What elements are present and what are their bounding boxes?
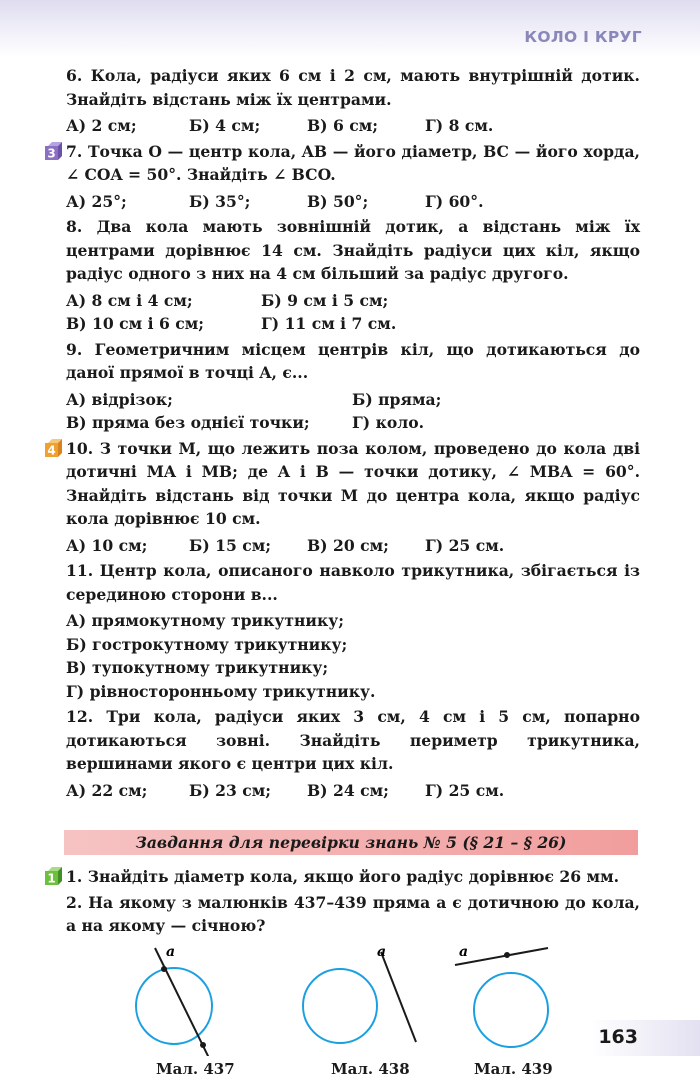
assessment-banner: Завдання для перевірки знань № 5 (§ 21 – § 26) xyxy=(64,830,638,855)
problem-6 xyxy=(66,64,640,138)
problem-11 xyxy=(66,559,640,703)
answer-b: Б) 15 см; xyxy=(189,535,272,555)
line-label-a: a xyxy=(377,943,387,960)
answer-c: В) 10 см і 6 см; xyxy=(66,314,205,333)
answer-c: В) 50°; xyxy=(307,191,369,211)
problem-10 xyxy=(47,437,640,558)
answer-a: А) відрізок; xyxy=(66,389,173,409)
answer-d: Г) 8 см. xyxy=(425,116,494,135)
answer-a: А) 2 см; xyxy=(66,116,137,135)
figures-row xyxy=(66,944,640,1084)
task-number: 2. xyxy=(66,892,83,912)
problem-number: 7. xyxy=(66,141,83,161)
answer-b: Б) 35°; xyxy=(189,191,251,211)
answer-b: Б) 9 см і 5 см; xyxy=(261,290,389,310)
answer-a: А) 8 см і 4 см; xyxy=(66,290,193,310)
caption-437: Мал. 437 xyxy=(156,1059,235,1078)
answer-options xyxy=(66,779,640,803)
circle-438 xyxy=(303,969,377,1043)
answer-b: Б) 4 см; xyxy=(189,116,261,135)
caption-438: Мал. 438 xyxy=(331,1059,410,1078)
problem-9 xyxy=(66,338,640,435)
answer-options xyxy=(66,388,640,435)
task-number: 1. xyxy=(66,867,83,886)
answer-a: А) 25°; xyxy=(66,191,127,211)
answer-c: В) пряма без однієї точки; xyxy=(66,413,310,432)
level-3-cube-icon xyxy=(44,141,64,161)
problem-number: 12. xyxy=(66,707,94,726)
problem-number: 9. xyxy=(66,339,83,359)
svg-text:1: 1 xyxy=(47,871,56,886)
problem-number: 6. xyxy=(66,66,83,85)
svg-text:3: 3 xyxy=(47,146,56,160)
answer-options xyxy=(66,289,640,336)
answer-c: В) 6 см; xyxy=(307,116,379,135)
line-a-437 xyxy=(155,948,209,1056)
problem-12 xyxy=(66,705,640,802)
caption-439: Мал. 439 xyxy=(474,1059,553,1078)
problem-number: 10. xyxy=(66,438,94,458)
problem-text: Два кола мають зовнішній дотик, а відстань між їх центрами дорівнює 14 см. Знайдіть радіуси цих кіл, якщо радіус одного з них на 4 см більший за радіус другого. xyxy=(66,217,641,283)
answer-options xyxy=(66,534,640,558)
assessment-task-2 xyxy=(66,891,640,938)
answer-a: А) 22 см; xyxy=(66,780,148,800)
answer-d: Г) рівносторонньому трикутнику. xyxy=(66,681,376,701)
problem-number: 11. xyxy=(66,561,94,580)
page-number: 163 xyxy=(598,1026,638,1048)
problem-text: Геометричним місцем центрів кіл, що дотикаються до даної прямої в точці A, є... xyxy=(66,339,640,382)
answer-d: Г) коло. xyxy=(352,413,425,432)
line-a-439 xyxy=(455,948,548,965)
answer-c: В) тупокутному трикутнику; xyxy=(66,658,329,677)
svg-text:4: 4 xyxy=(47,443,56,457)
tangent-point xyxy=(504,952,510,958)
line-label-a: a xyxy=(459,943,469,960)
answer-a: А) 10 см; xyxy=(66,535,148,555)
problem-number: 8. xyxy=(66,217,83,236)
figure-438 xyxy=(303,944,416,1043)
problem-text: Кола, радіуси яких 6 см і 2 см, мають внутрішній дотик. Знайдіть відстань між їх центрами. xyxy=(66,66,640,109)
problem-text: Три кола, радіуси яких 3 см, 4 см і 5 см, попарно дотикаються зовні. Знайдіть периметр трикутника, вершинами якого є центри цих кіл. xyxy=(66,707,641,773)
answer-d: Г) 11 см і 7 см. xyxy=(261,314,397,333)
level-4-cube-icon xyxy=(44,438,64,458)
answer-c: В) 24 см; xyxy=(307,780,389,800)
section-title: КОЛО І КРУГ xyxy=(524,28,642,46)
line-label-a: a xyxy=(166,943,176,960)
figures-drawing xyxy=(66,944,640,1056)
circle-439 xyxy=(474,973,548,1047)
figure-439 xyxy=(455,944,548,1047)
content xyxy=(47,64,641,1084)
level-1-cube-icon xyxy=(44,866,64,886)
answer-options xyxy=(66,609,640,703)
intersection-point xyxy=(200,1042,206,1048)
problem-text: Центр кола, описаного навколо трикутника, збігається із серединою сторони в... xyxy=(66,561,640,604)
intersection-point xyxy=(161,966,167,972)
problem-8 xyxy=(66,215,640,336)
task-text: Знайдіть діаметр кола, якщо його радіус дорівнює 26 мм. xyxy=(87,867,620,886)
problem-7 xyxy=(47,140,640,214)
answer-options xyxy=(66,114,640,138)
answer-d: Г) 25 см. xyxy=(425,780,505,800)
figure-437 xyxy=(136,944,212,1056)
problem-text: Точка O — центр кола, AB — його діаметр, BC — його хорда, ∠ COA = 50°. Знайдіть ∠ BCO. xyxy=(66,141,640,184)
answer-c: В) 20 см; xyxy=(307,535,389,555)
answer-b: Б) гострокутному трикутнику; xyxy=(66,634,348,654)
answer-options xyxy=(66,190,640,214)
answer-d: Г) 25 см. xyxy=(425,535,505,555)
answer-d: Г) 60°. xyxy=(425,191,484,211)
line-a-438 xyxy=(381,952,416,1042)
assessment-task-1 xyxy=(47,865,640,889)
answer-b: Б) 23 см; xyxy=(189,780,272,800)
task-text: На якому з малюнків 437–439 пряма a є дотичною до кола, а на якому — січною? xyxy=(66,892,640,935)
problem-text: З точки M, що лежить поза колом, проведено до кола дві дотичні MA і MB; де A і B — точки дотику, ∠ MBA = 60°. Знайдіть відстань від точки M до центра кола, якщо радіус кола дорівнює 10 см. xyxy=(66,438,640,528)
answer-a: А) прямокутному трикутнику; xyxy=(66,611,344,630)
answer-b: Б) пряма; xyxy=(352,389,442,409)
circle-437 xyxy=(136,968,212,1044)
